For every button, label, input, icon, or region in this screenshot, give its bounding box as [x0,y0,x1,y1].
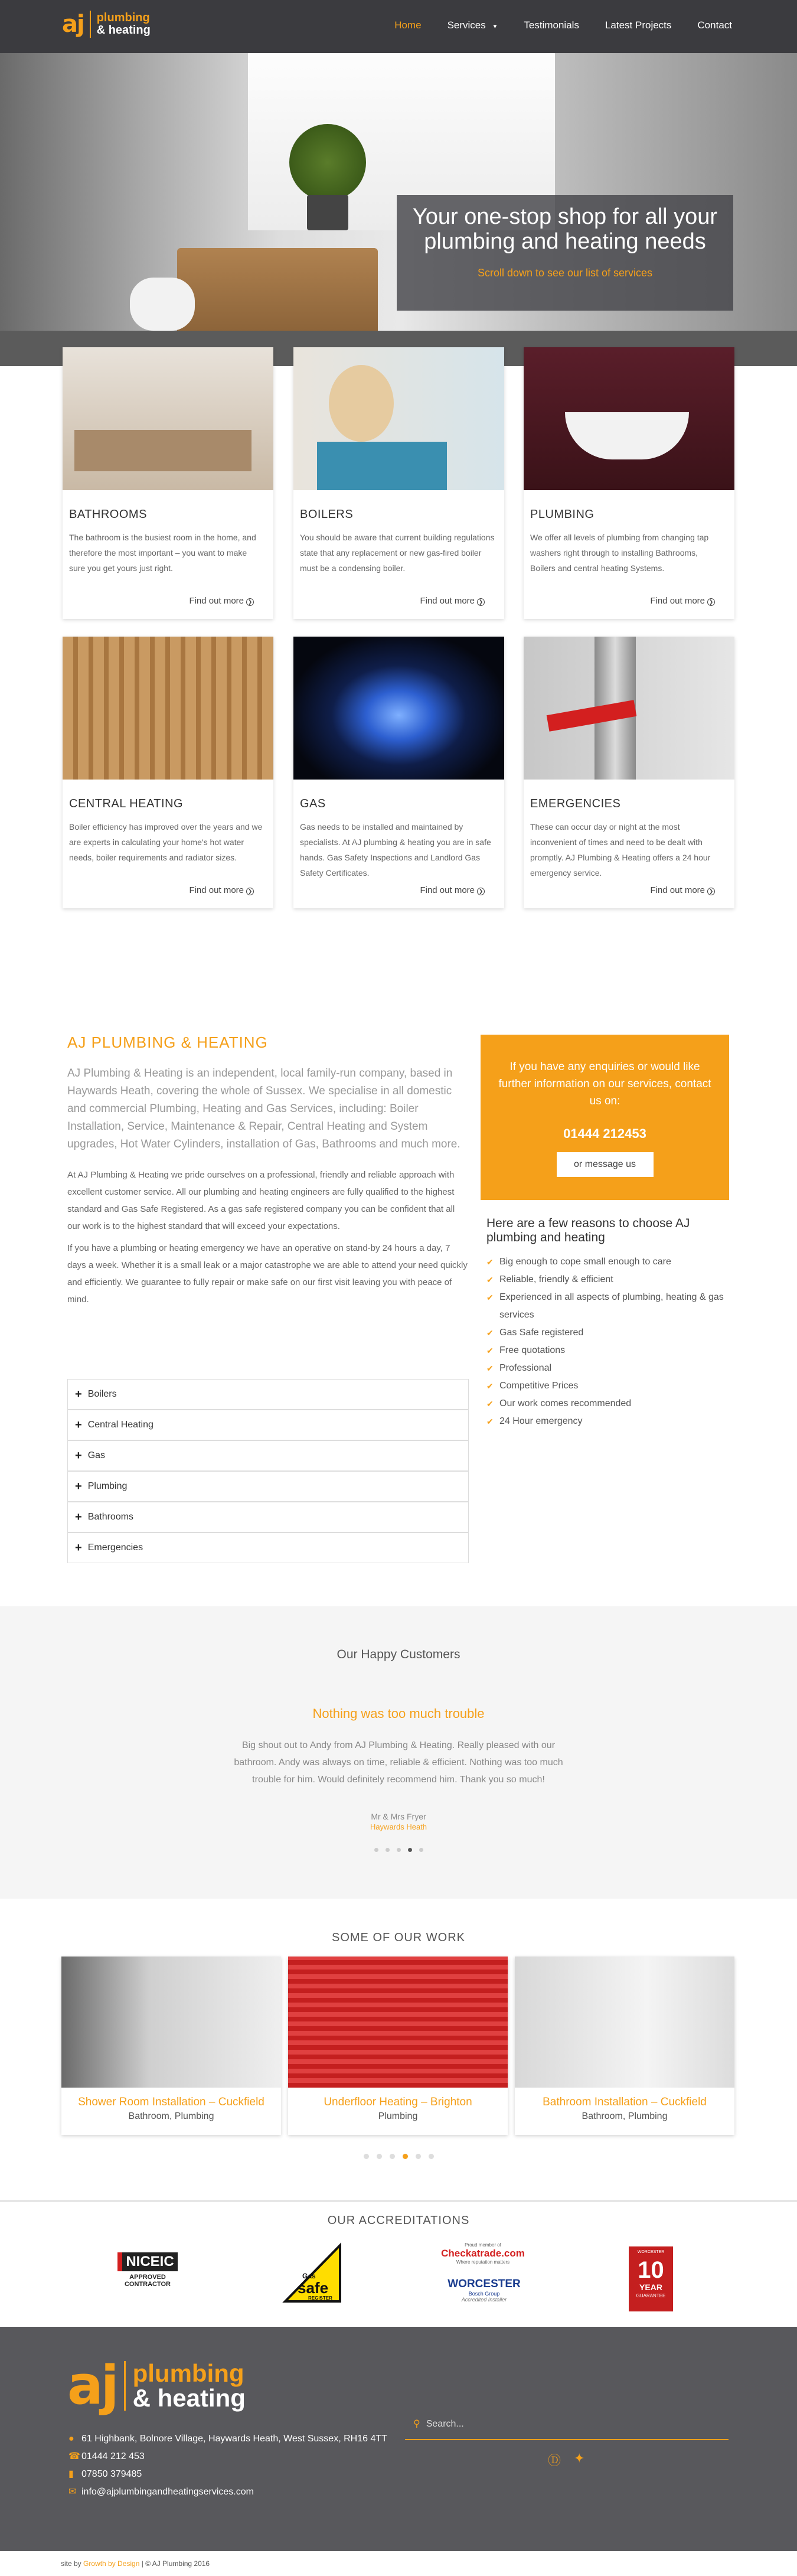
service-card-gas[interactable] [293,637,504,908]
pagination-dot[interactable] [397,1848,401,1852]
checkatrade-top: Proud member of [465,2242,501,2248]
nav-testimonials[interactable]: Testimonials [524,19,579,31]
worcester-logo [437,2278,531,2303]
checkatrade-sub: Where reputation matters [456,2259,510,2265]
credit-link[interactable]: Growth by Design [83,2559,140,2568]
pagination-dot[interactable] [419,1848,423,1852]
service-card-boilers[interactable] [293,347,504,619]
logo-divider [90,11,91,38]
emergencies-image [524,637,734,780]
find-out-more-link[interactable] [650,596,715,606]
testimonial-quote: Big shout out to Andy from AJ Plumbing & Heating. Really pleased with our bathroom. Andy was always on time, reliable & efficient. Nothing was too much trouble for him. Would definitely recommend him. Thank you so much! [234,1740,563,1785]
footer-logo-text [133,2361,246,2411]
pagination-dot[interactable] [429,2154,434,2159]
footer-address [68,2430,387,2448]
plus-icon: + [75,1418,82,1432]
enquiry-box [481,1035,729,1200]
hero-subtitle[interactable]: Scroll down to see our list of services [477,267,653,279]
list-item: ✔ Reliable, friendly & efficient [486,1271,734,1289]
service-title: PLUMBING [530,508,595,521]
testimonial-title: Nothing was too much trouble [312,1706,485,1721]
facebook-icon[interactable]: Ⓓ [548,2453,561,2468]
gas-safe-word2: safe [298,2279,329,2297]
credit-prefix: site by [61,2559,81,2568]
phone2-text: 07850 379485 [81,2469,142,2479]
search-placeholder: Search... [426,2419,464,2429]
service-title: GAS [300,797,326,810]
logo-line2: & heating [96,24,151,37]
service-card-bathrooms[interactable] [63,347,273,619]
find-out-more-link[interactable] [420,885,485,895]
accordion-label: Central Heating [87,1420,153,1430]
link-label: Find out more [650,885,705,895]
testimonial-author: Mr & Mrs Fryer [371,1812,426,1821]
nav-contact[interactable]: Contact [697,19,732,31]
hero-title: Your one-stop shop for all your plumbing and heating needs [412,204,718,254]
link-label: Find out more [189,885,244,895]
list-item: ✔ Big enough to cope small enough to care [486,1253,734,1271]
footer-logo-divider [124,2361,126,2411]
niceic-logo [106,2252,189,2288]
accordion-item-bathrooms[interactable] [67,1502,469,1532]
pagination-dot[interactable] [374,1848,378,1852]
project-name: Shower Room Installation – Cuckfield [78,2096,264,2108]
list-item: ✔ Free quotations [486,1342,734,1359]
project-categories: Bathroom, Plumbing [128,2111,214,2121]
central-heating-image [63,637,273,780]
main-nav [394,19,732,31]
footer-contact [68,2430,387,2501]
service-card-emergencies[interactable] [524,637,734,908]
footer-phone2[interactable] [68,2466,387,2483]
search-icon: ⚲ [413,2419,420,2429]
project-categories: Bathroom, Plumbing [582,2111,668,2121]
logo-line1: plumbing [96,11,150,24]
chevron-down-icon: ▼ [492,24,498,30]
guarantee-badge [629,2246,673,2311]
email-text: info@ajplumbingandheatingservices.com [81,2487,254,2497]
list-item: ✔ Gas Safe registered [486,1324,734,1342]
service-title: BATHROOMS [69,508,147,521]
gas-safe-logo [282,2242,347,2307]
project-name: Underfloor Heating – Brighton [324,2096,472,2108]
address-text: 61 Highbank, Bolnore Village, Haywards Heath, West Sussex, RH16 4TT [81,2434,387,2444]
find-out-more-link[interactable] [650,885,715,895]
site-logo[interactable] [62,11,151,38]
hero-caption [397,195,733,311]
plus-icon: + [75,1449,82,1462]
phone1-text: 01444 212 453 [81,2451,145,2461]
work-section [0,1899,797,2200]
about-paragraph: If you have a plumbing or heating emergency we have an operative on stand-by 24 hours a day, 7 days a week. Whether it is a small leak or a major catastrophe we are able to attend your need quickly and efficiently. We guarantee to fully repair or make safe on our first visit leaving you with peace of mind. [67,1243,468,1305]
hero-plant-image [289,124,366,201]
service-text: We offer all levels of plumbing from changing tap washers right through to installing Bathrooms, Boilers and central heating Systems. [530,533,709,573]
reasons-heading: Here are a few reasons to choose AJ plumbing and heating [486,1217,690,1244]
guarantee-number: 10 [638,2257,664,2283]
gas-safe-word1: Gas [302,2272,316,2280]
link-label: Find out more [420,596,475,606]
service-text: These can occur day or night at the most inconvenient of times and need to be dealt with promptly. AJ Plumbing & Heating offers a 24 hour emergency service. [530,822,711,878]
arrow-circle-icon: ❯ [707,888,715,895]
guarantee-top: WORCESTER [637,2250,665,2254]
pagination-dot[interactable] [390,2154,395,2159]
service-text: Boiler efficiency has improved over the years and we are experts in calculating your home's hot water needs, boiler requirements and radiator sizes. [69,822,263,862]
nav-services[interactable] [448,19,498,31]
footer-logo-line2: & heating [132,2384,246,2412]
accordion-label: Boilers [87,1389,117,1399]
pagination-dot[interactable] [364,2154,369,2159]
message-us-button[interactable]: or message us [557,1152,654,1177]
niceic-text: NICEIC [117,2252,177,2271]
twitter-icon[interactable]: ✦ [574,2451,585,2466]
underfloor-heating-image [288,1957,508,2088]
footer-phone1[interactable] [68,2448,387,2466]
mobile-icon: ▮ [68,2469,74,2479]
nav-home[interactable]: Home [394,19,422,31]
plus-icon: + [75,1510,82,1524]
service-title: BOILERS [300,508,354,521]
service-text: The bathroom is the busiest room in the home, and therefore the most important – you want to make sure you get yours just right. [69,533,256,573]
find-out-more-link[interactable] [189,885,254,895]
service-card-central-heating[interactable] [63,637,273,908]
guarantee-sub: GUARANTEE [636,2293,666,2298]
service-text: You should be aware that current building regulations state that any replacement or new gas-fired boiler must be a condensing boiler. [300,533,495,573]
pagination-dot-active[interactable] [403,2154,408,2159]
testimonial-location: Haywards Heath [370,1822,427,1831]
footer-search-input[interactable] [405,2409,729,2440]
accordion-label: Gas [87,1450,106,1460]
project-name: Bathroom Installation – Cuckfield [543,2096,707,2108]
list-item: ✔ Experienced in all aspects of plumbing, heating & gas services [486,1289,734,1324]
site-footer [0,2327,797,2551]
gas-safe-register: REGISTER [308,2295,332,2301]
work-pagination [0,2154,797,2159]
accordion-item-boilers[interactable] [67,1379,469,1410]
checkatrade-logo [436,2242,530,2265]
accreditations-section [0,2200,797,2327]
find-out-more-link[interactable] [189,596,254,606]
footer-logo-mark: aj [67,2355,117,2417]
project-categories: Plumbing [378,2111,418,2121]
project-card[interactable] [515,1957,734,2135]
nav-services-label: Services [447,19,486,31]
link-label: Find out more [189,596,244,606]
accordion-label: Plumbing [87,1481,128,1491]
worcester-sub2: Accredited Installer [461,2297,507,2303]
hero-banner [0,53,797,366]
pagination-dot-active[interactable] [408,1848,412,1852]
list-item: ✔ Professional [486,1359,734,1377]
service-title: EMERGENCIES [530,797,621,810]
list-item: ✔ 24 Hour emergency [486,1413,734,1430]
boilers-image [293,347,504,490]
hero-pot-image [307,195,348,230]
link-label: Find out more [650,596,705,606]
hero-toilet-image [130,278,195,331]
arrow-circle-icon: ❯ [477,888,485,895]
footer-logo[interactable] [67,2355,246,2417]
about-paragraph: At AJ Plumbing & Heating we pride ourselves on a professional, friendly and reliable approach with excellent customer service. All our plumbing and heating engineers are fully qualified to the highest standard and Gas Safe Registered. As a gas safe registered company you can be confident that all our work is to the highest standard that will exceed your expectations. [67,1170,455,1231]
logo-mark: aj [62,11,84,38]
about-heading: AJ PLUMBING & HEATING [67,1033,268,1051]
guarantee-year: YEAR [639,2282,662,2292]
accordion-item-gas[interactable] [67,1440,469,1471]
hero-bathtub-image [177,248,378,337]
phone-icon: ☎ [68,2451,80,2461]
footer-logo-line1: plumbing [132,2359,244,2387]
arrow-circle-icon: ❯ [246,598,254,606]
worcester-sub: Bosch Group [468,2291,500,2297]
plus-icon: + [75,1387,82,1401]
services-accordion [67,1379,469,1563]
plus-icon: + [75,1541,82,1554]
accreditations-heading: OUR ACCREDITATIONS [327,2214,470,2227]
link-label: Find out more [420,885,475,895]
accordion-label: Bathrooms [87,1512,134,1522]
nav-latest-projects[interactable]: Latest Projects [605,19,672,31]
map-marker-icon: ● [68,2434,74,2444]
about-text [67,1033,469,1308]
social-links [548,2451,584,2469]
plumbing-image [524,347,734,490]
checkatrade-text: Checkatrade.com [441,2248,525,2259]
service-text: Gas needs to be installed and maintained by specialists. At AJ plumbing & heating you are in safe hands. Gas Safety Inspections and Landlord Gas Safety Certificates. [300,822,491,878]
project-card[interactable] [61,1957,281,2135]
bathroom-installation-image [515,1957,734,2088]
list-item: ✔ Our work comes recommended [486,1395,734,1413]
envelope-icon: ✉ [68,2487,77,2497]
arrow-circle-icon: ❯ [477,598,485,606]
niceic-subtext: APPROVED CONTRACTOR [124,2274,171,2288]
reasons-items [486,1253,734,1430]
arrow-circle-icon: ❯ [707,598,715,606]
arrow-circle-icon: ❯ [246,888,254,895]
testimonials-section [0,1606,797,1899]
logo-text [97,12,151,37]
footer-email[interactable] [68,2483,387,2501]
pagination-dot[interactable] [416,2154,421,2159]
reasons-list [486,1217,734,1430]
plus-icon: + [75,1479,82,1493]
find-out-more-link[interactable] [420,596,485,606]
pagination-dot[interactable] [377,2154,382,2159]
list-item: ✔ Competitive Prices [486,1377,734,1395]
accordion-item-emergencies[interactable] [67,1532,469,1563]
enquiry-phone[interactable]: 01444 212453 [563,1126,646,1141]
accordion-item-plumbing[interactable] [67,1471,469,1502]
copyright-text: | © AJ Plumbing 2016 [141,2559,210,2568]
testimonial-pagination [0,1848,797,1852]
enquiry-text: If you have any enquiries or would like further information on our services, contact us on: [498,1061,711,1107]
work-heading: SOME OF OUR WORK [332,1931,465,1944]
pagination-dot[interactable] [386,1848,390,1852]
accordion-item-central-heating[interactable] [67,1410,469,1440]
service-title: CENTRAL HEATING [69,797,184,810]
about-section [0,992,797,1606]
worcester-text: WORCESTER [448,2278,521,2290]
testimonials-heading: Our Happy Customers [337,1648,460,1661]
shower-room-image [61,1957,281,2088]
about-intro: AJ Plumbing & Heating is an independent, local family-run company, based in Haywards Heath, covering the whole of Sussex. We specialise in all domestic and commercial Plumbing, Heating and Gas Services, including: Boiler Installation, Service, Maintenance & Repair, Central Heating and System upgrades, Hot Water Cylinders, installation of Gas, Bathrooms and much more. [67,1067,460,1150]
accordion-label: Emergencies [87,1543,143,1553]
service-card-plumbing[interactable] [524,347,734,619]
footer-bottom-bar [0,2551,797,2576]
bathrooms-image [63,347,273,490]
project-card[interactable] [288,1957,508,2135]
site-header [0,0,797,53]
gas-image [293,637,504,780]
